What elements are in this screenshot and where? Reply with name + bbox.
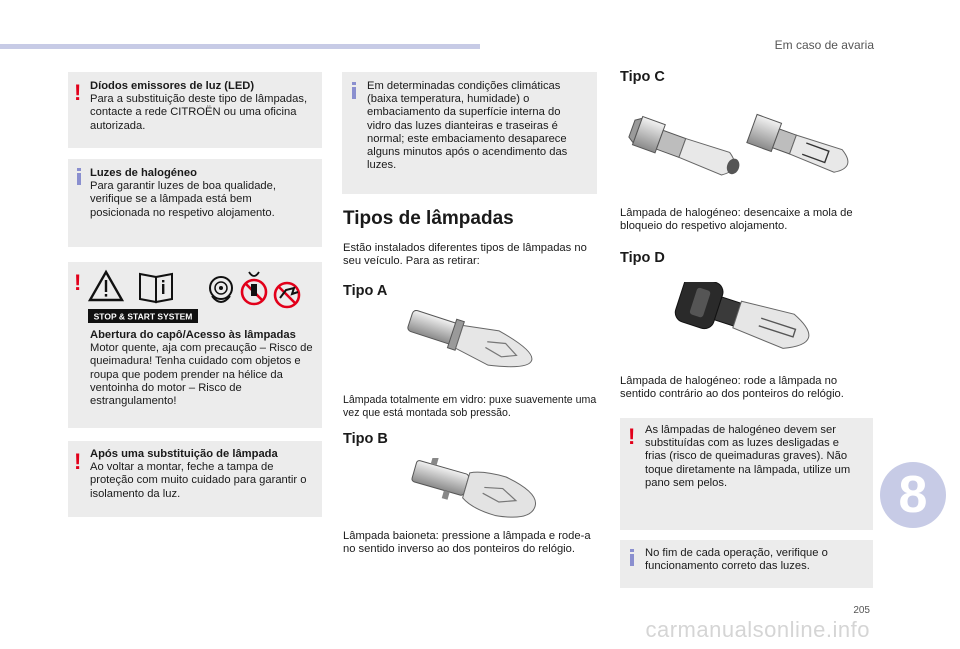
hood-text: Motor quente, aja com precaução – Risco de queimadura! Tenha cuidado com objetos e roupa que podem prender na hélice da ventoinha do motor – Risco de estrangulamento! — [90, 342, 313, 408]
hood-warning — [68, 262, 322, 428]
halogen-warning — [620, 418, 873, 530]
no-hand-icon — [275, 283, 299, 307]
type-b-text: Lâmpada baioneta: pressione a lâmpada e rode-a no sentido inverso ao dos ponteiros do relógio. — [343, 530, 591, 556]
halogen-title: Luzes de halogéneo — [90, 167, 197, 179]
halogen-note — [68, 159, 322, 247]
warning-icon: ! — [74, 80, 82, 105]
type-a-bulb-image — [393, 310, 543, 382]
warning-icon: ! — [74, 449, 82, 474]
final-check-note — [620, 540, 873, 588]
watermark: carmanualsonline.info — [645, 617, 870, 642]
warning-icon: ! — [628, 424, 636, 449]
after-text: Ao voltar a montar, feche a tampa de proteção com muito cuidado para garantir o isolamento da luz. — [90, 461, 307, 500]
info-icon — [630, 549, 634, 566]
triangle-warning-icon — [90, 272, 122, 300]
climate-text: Em determinadas condições climáticas (baixa temperatura, humidade) o embaciamento da superfície interna do vidro das luzes dianteiras e traseiras é normal; este embaciamento desaparece alguns minutos após o acendimento das luzes. — [367, 80, 568, 172]
type-c-bulb-image — [628, 100, 868, 200]
type-d-heading: Tipo D — [620, 250, 665, 266]
type-b-bulb-image — [396, 458, 546, 530]
halogen-warning-text: As lâmpadas de halogéneo devem ser substituídas com as luzes desligadas e frias (risco de queimaduras graves). Não toque diretamente na lâmpada, utilize um pano sem pelos. — [645, 424, 851, 489]
intro-text: Estão instalados diferentes tipos de lâmpadas no seu veículo. Para as retirar: — [343, 242, 587, 268]
manual-book-icon — [140, 274, 172, 302]
fan-belt-icon — [210, 277, 232, 302]
after-replacement-note — [68, 441, 322, 517]
led-title: Díodos emissores de luz (LED) — [90, 80, 255, 92]
hood-title: Abertura do capô/Acesso às lâmpadas — [90, 329, 296, 341]
led-note — [68, 72, 322, 148]
page-heading: Tipos de lâmpadas — [343, 208, 514, 229]
halogen-text: Para garantir luzes de boa qualidade, verifique se a lâmpada está bem posicionada no respetivo alojamento. — [90, 180, 276, 219]
chapter-tab: 8 — [880, 462, 946, 528]
page-number: 205 — [853, 605, 870, 616]
type-a-heading: Tipo A — [343, 283, 388, 299]
type-d-text: Lâmpada de halogéneo: rode a lâmpada no sentido contrário ao dos ponteiros do relógio. — [620, 375, 844, 401]
warning-icon: ! — [74, 270, 82, 295]
type-d-bulb-image — [670, 282, 850, 362]
final-check-text: No fim de cada operação, verifique o funcionamento correto das luzes. — [645, 547, 828, 573]
no-loose-clothing-icon — [242, 272, 266, 304]
type-c-text: Lâmpada de halogéneo: desencaixe a mola de bloqueio do respetivo alojamento. — [620, 207, 853, 233]
hood-pictograms — [88, 268, 318, 330]
type-c-heading: Tipo C — [620, 69, 665, 85]
section-title: Em caso de avaria — [774, 38, 874, 52]
stop-start-badge: STOP & START SYSTEM — [93, 311, 193, 322]
climate-note — [342, 72, 597, 194]
info-icon — [352, 82, 356, 99]
after-title: Após uma substituição de lâmpada — [90, 448, 278, 460]
type-a-text: Lâmpada totalmente em vidro: puxe suavemente uma vez que está montada sob pressão. — [343, 394, 597, 420]
type-b-heading: Tipo B — [343, 431, 388, 447]
info-icon — [77, 168, 81, 185]
header-bar — [0, 44, 480, 49]
led-text: Para a substituição deste tipo de lâmpadas, contacte a rede CITROËN ou uma oficina autorizada. — [90, 93, 308, 132]
